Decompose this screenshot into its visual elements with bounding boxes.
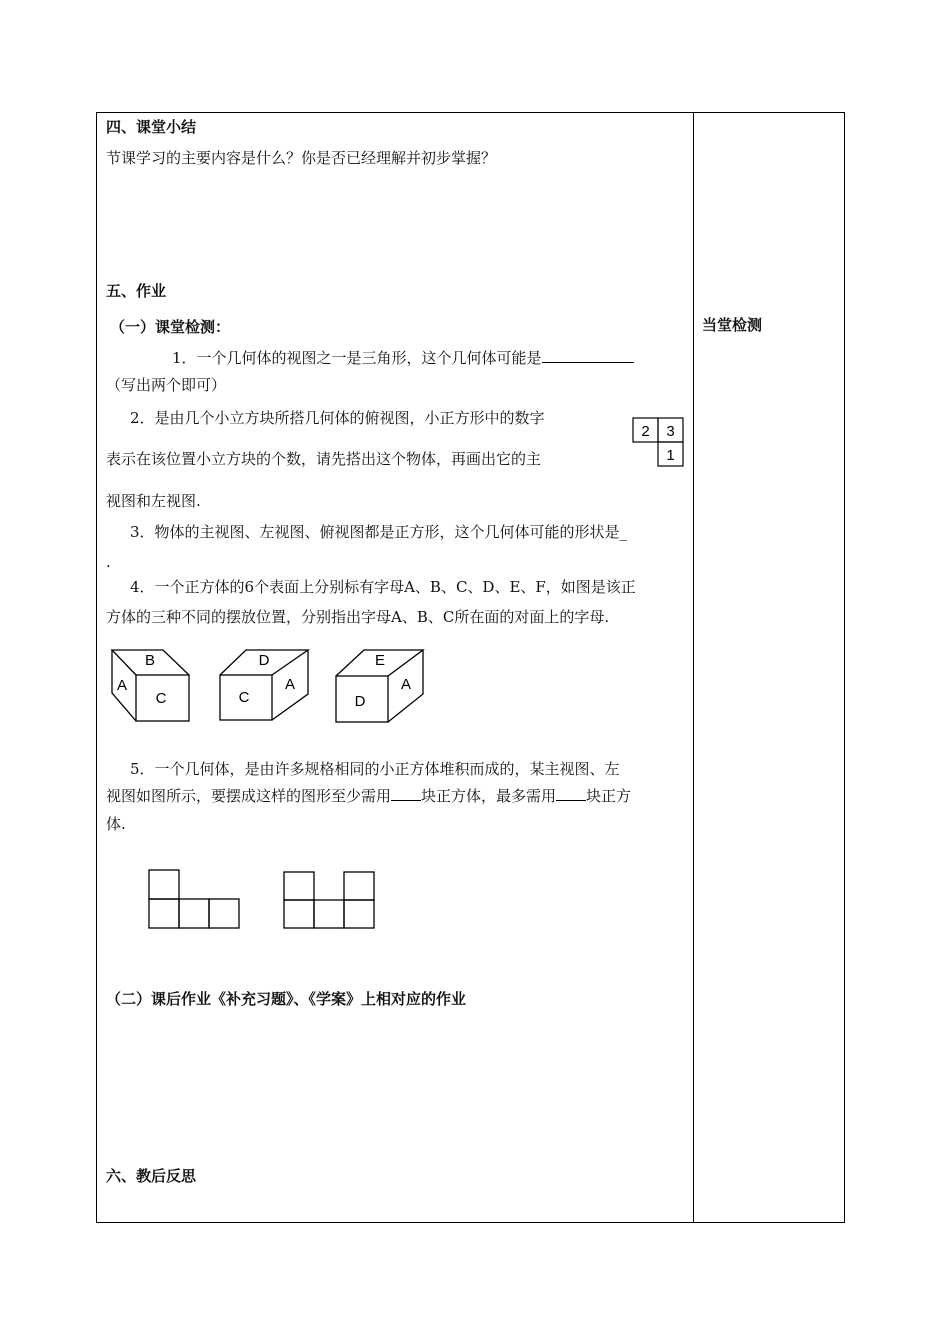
q5-line2 <box>106 786 631 806</box>
cube-3-side-label: A <box>400 676 412 693</box>
cube-3-front-label: D <box>354 693 366 710</box>
q5-max-blank[interactable] <box>556 786 586 801</box>
left-view <box>284 872 374 928</box>
q5-min-blank[interactable] <box>391 786 421 801</box>
q5-line3: 体. <box>106 815 126 833</box>
q2-line3: 视图和左视图. <box>106 492 201 510</box>
cube-1-top-label: B <box>144 652 156 669</box>
section4-heading: 四、课堂小结 <box>106 118 197 136</box>
section5-heading: 五、作业 <box>106 282 167 300</box>
q4-cube-figures <box>104 644 434 726</box>
cube-2-front-label: C <box>238 689 250 706</box>
q2-line2: 表示在该位置小立方块的个数，请先搭出这个物体，再画出它的主 <box>106 450 542 468</box>
q5-line1: 5．一个几何体，是由许多规格相同的小正方体堆积而成的，某主视图、左 <box>130 760 620 778</box>
grid-value-3: 1 <box>666 447 675 464</box>
section6-heading: 六、教后反思 <box>106 1167 197 1185</box>
q1-stem: 1．一个几何体的视图之一是三角形，这个几何体可能是 <box>172 349 542 367</box>
q1-note: （写出两个即可） <box>106 376 227 394</box>
q4-line2: 方体的三种不同的摆放位置，分别指出字母A、B、C所在面的对面上的字母. <box>106 608 610 626</box>
grid-value-2: 3 <box>666 423 675 440</box>
q5-line2-b: 块正方体，最多需用 <box>421 787 557 805</box>
q2-line1: 2．是由几个小立方块所搭几何体的俯视图，小正方形中的数字 <box>130 409 545 427</box>
q1-text <box>172 348 634 368</box>
q5-line2-c: 块正方 <box>586 787 632 805</box>
grid-value-1: 2 <box>641 423 650 440</box>
side-label: 当堂检测 <box>702 316 763 334</box>
cube-2-top-label: D <box>258 652 270 669</box>
cube-2-side-label: A <box>284 676 296 693</box>
q5-view-figures <box>146 868 378 930</box>
part2-heading: （二）课后作业《补充习题》、《学案》上相对应的作业 <box>106 990 467 1008</box>
q3-line1: 3．物体的主视图、左视图、俯视图都是正方形，这个几何体可能的形状是_ <box>130 523 628 541</box>
section4-question: 节课学习的主要内容是什么？你是否已经理解并初步掌握？ <box>106 149 497 167</box>
q1-answer-blank[interactable] <box>542 348 634 363</box>
cube-1-side-label: A <box>116 677 128 694</box>
q5-line2-a: 视图如图所示，要摆成这样的图形至少需用 <box>106 787 392 805</box>
q3-line2: . <box>106 553 111 571</box>
part1-heading: （一）课堂检测： <box>110 318 231 336</box>
front-view <box>149 870 239 928</box>
q4-line1: 4．一个正方体的6个表面上分别标有字母A、B、C、D、E、F，如图是该正 <box>130 578 636 596</box>
cube-1-front-label: C <box>155 690 167 707</box>
column-divider <box>693 112 694 1223</box>
cube-3-top-label: E <box>374 652 386 669</box>
q2-top-view-grid <box>630 413 686 469</box>
